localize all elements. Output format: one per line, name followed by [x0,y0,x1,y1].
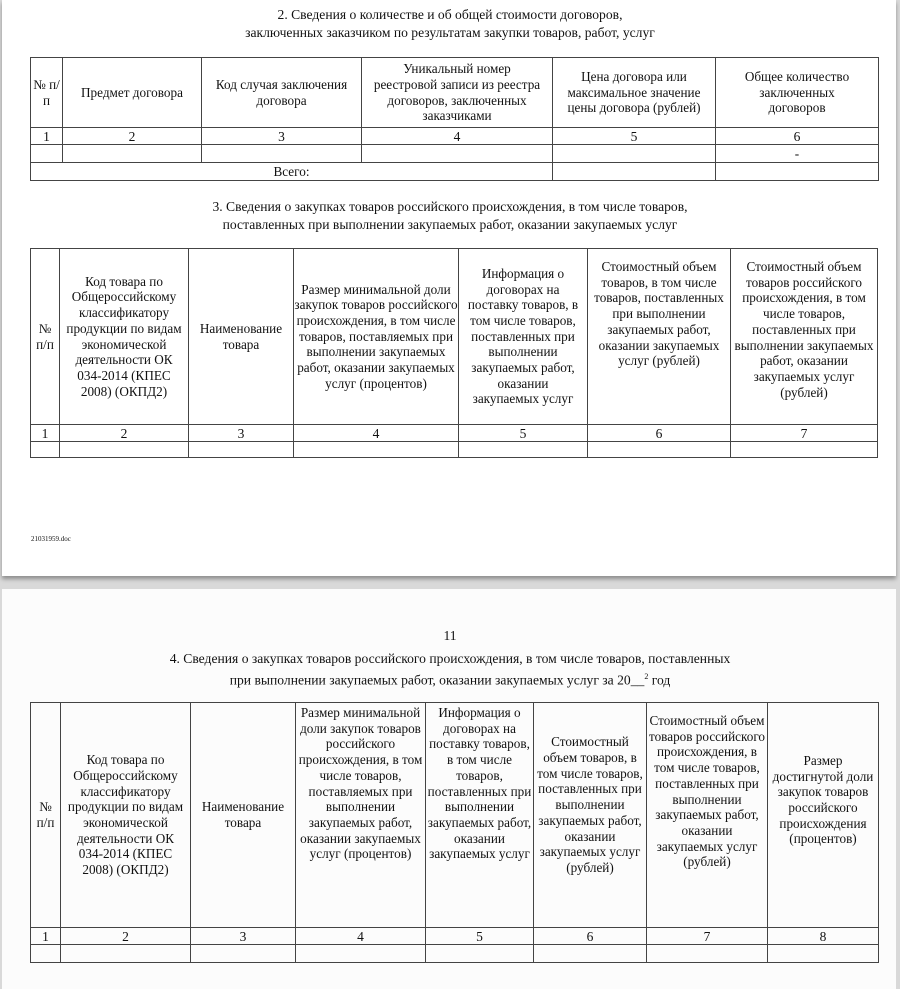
section4-title-line2-end: год [648,672,671,688]
table-cell[interactable] [362,145,553,163]
header-cell: Размер достигнутой доли закупок товаров российского происхождения (процентов) [768,703,879,928]
column-number: 7 [647,928,768,945]
header-cell: Информация о договорах на поставку товаров, в том числе товаров, поставленных при выполнении закупаемых работ, оказании закупаемых услуг [426,703,534,928]
section2-table [30,57,879,181]
table-cell[interactable] [63,145,202,163]
column-number: 5 [553,128,716,145]
column-number: 7 [731,425,878,442]
section4-title-line2-text: при выполнении закупаемых работ, оказании закупаемых услуг за 20__ [229,672,645,688]
column-number: 1 [31,928,61,945]
table-cell[interactable] [768,945,879,963]
total-price-cell[interactable] [553,163,716,181]
section2-title [0,6,900,42]
column-number-row [31,128,879,145]
column-number: 4 [296,928,426,945]
section3-title-line2: поставленных при выполнении закупаемых работ, оказании закупаемых услуг [222,217,678,232]
table-cell[interactable]: - [716,145,879,163]
table-cell[interactable] [191,945,296,963]
column-number: 1 [31,128,63,145]
column-number: 5 [459,425,588,442]
section3-table [30,248,878,458]
header-cell: № п/п [31,58,63,128]
total-label: Всего: [31,163,553,181]
table-cell[interactable] [189,442,294,458]
table-cell[interactable] [31,945,61,963]
page-number: 11 [443,628,457,643]
section2-title-line2: заключенных заказчиком по результатам закупки товаров, работ, услуг [245,25,655,40]
table-cell[interactable] [296,945,426,963]
table-cell[interactable] [202,145,362,163]
table-cell[interactable] [294,442,459,458]
column-number: 4 [362,128,553,145]
table-row [31,145,879,163]
table-cell[interactable] [731,442,878,458]
header-cell: Стоимостный объем товаров, в том числе товаров, поставленных при выполнении закупаемых работ, оказании закупаемых услуг (рублей) [534,703,647,928]
total-row [31,163,879,181]
column-number: 4 [294,425,459,442]
section3-title [0,198,900,234]
column-number: 6 [716,128,879,145]
header-cell: Уникальный номер реестровой записи из реестра договоров, заключенных заказчиками [362,58,553,128]
header-cell: Код товара по Общероссийскому классификатору продукции по видам экономической деятельности ОК 034-2014 (КПЕС 2008) (ОКПД2) [60,249,189,425]
section4-title [0,650,900,690]
header-cell: Код случая заключения договора [202,58,362,128]
column-number-row [31,928,879,945]
table-cell[interactable] [61,945,191,963]
table-header-row [31,703,879,928]
table-header-row [31,249,878,425]
header-cell: № п/п [31,249,60,425]
column-number: 2 [63,128,202,145]
header-cell: Размер минимальной доли закупок товаров российского происхождения, в том числе товаров, поставляемых при выполнении закупаемых работ, оказании закупаемых услуг (процентов) [294,249,459,425]
header-cell: Код товара по Общероссийскому классификатору продукции по видам экономической деятельности ОК 034-2014 (КПЕС 2008) (ОКПД2) [61,703,191,928]
document-filename: 21031959.doc [31,535,71,543]
table-cell[interactable] [459,442,588,458]
header-cell: Стоимостный объем товаров, в том числе товаров, поставленных при выполнении закупаемых работ, оказании закупаемых услуг (рублей) [588,249,731,425]
header-cell: Наименование товара [189,249,294,425]
column-number: 3 [191,928,296,945]
header-cell: Размер минимальной доли закупок товаров российского происхождения, в том числе товаров, поставляемых при выполнении закупаемых работ, оказании закупаемых услуг (процентов) [296,703,426,928]
total-count-cell[interactable] [716,163,879,181]
section2-title-line1: 2. Сведения о количестве и об общей стоимости договоров, [277,7,623,22]
table-cell[interactable] [60,442,189,458]
table-cell[interactable] [553,145,716,163]
column-number: 8 [768,928,879,945]
table-cell[interactable] [534,945,647,963]
table-cell[interactable] [647,945,768,963]
section3-title-line1: 3. Сведения о закупках товаров российского происхождения, в том числе товаров, [212,199,688,214]
table-cell[interactable] [31,145,63,163]
header-cell: Общее количество заключенных договоров [716,58,879,128]
footnote-marker: 2 [644,672,649,681]
header-cell: Цена договора или максимальное значение цены договора (рублей) [553,58,716,128]
header-cell: Стоимостный объем товаров российского происхождения, в том числе товаров, поставленных при выполнении закупаемых работ, оказании закупаемых услуг (рублей) [647,703,768,928]
column-number: 1 [31,425,60,442]
column-number-row [31,425,878,442]
table-cell[interactable] [426,945,534,963]
header-cell: Предмет договора [63,58,202,128]
table-header-row [31,58,879,128]
header-cell: Информация о договорах на поставку товаров, в том числе товаров, поставленных при выполнении закупаемых работ, оказании закупаемых услуг [459,249,588,425]
table-cell[interactable] [588,442,731,458]
section4-title-line1: 4. Сведения о закупках товаров российского происхождения, в том числе товаров, поставленных [169,651,731,666]
header-cell: Стоимостный объем товаров российского происхождения, в том числе товаров, поставленных при выполнении закупаемых работ, оказании закупаемых услуг (рублей) [731,249,878,425]
column-number: 2 [60,425,189,442]
column-number: 6 [588,425,731,442]
column-number: 3 [202,128,362,145]
header-cell: Наименование товара [191,703,296,928]
column-number: 3 [189,425,294,442]
header-cell: № п/п [31,703,61,928]
table-row [31,945,879,963]
section4-title-line2 [0,668,900,690]
column-number: 2 [61,928,191,945]
column-number: 6 [534,928,647,945]
table-row [31,442,878,458]
column-number: 5 [426,928,534,945]
section4-table [30,702,879,963]
table-cell[interactable] [31,442,60,458]
